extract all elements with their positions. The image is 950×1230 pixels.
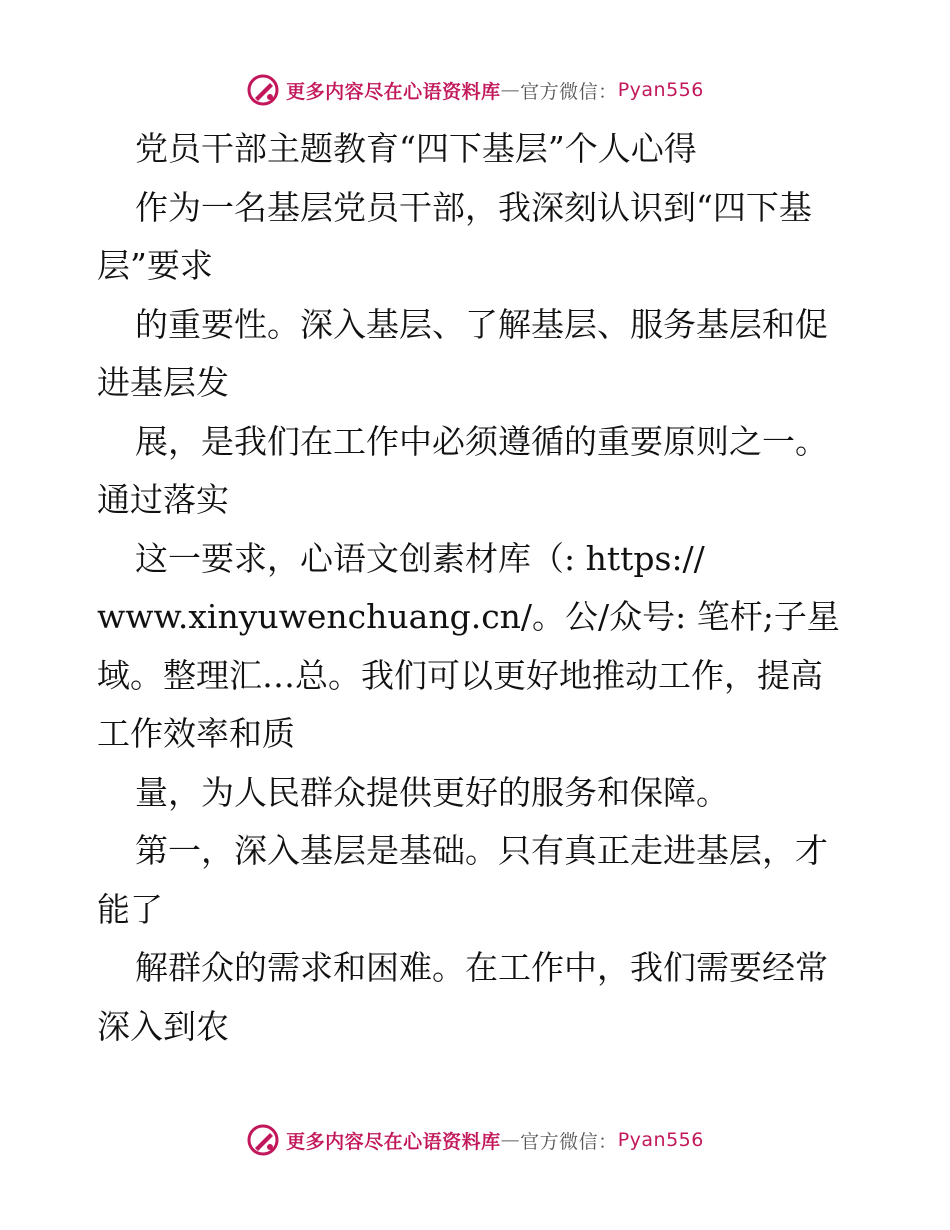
document-body (97, 120, 857, 1056)
paragraph-line: 量，为人民群众提供更好的服务和保障。 (135, 772, 729, 812)
paragraph-line: 这一要求，心语文创素材库（: https:// (135, 538, 705, 578)
doc-title: 党员干部主题教育“四下基层”个人心得 (135, 129, 697, 168)
pen-logo-icon (246, 1123, 280, 1157)
banner-wechat-id: Pyan556 (617, 1129, 704, 1151)
paragraph-line: 第一，深入基层是基础。只有真正走进基层，才 (135, 831, 828, 870)
banner-label: 官方微信： (520, 1130, 618, 1153)
paragraph-line: 通过落实 (97, 480, 229, 519)
paragraph-line: 进基层发 (97, 363, 229, 402)
paragraph-line: 解群众的需求和困难。在工作中，我们需要经常 (135, 948, 828, 987)
banner-separator: — (500, 79, 521, 101)
footer-banner (0, 1120, 950, 1160)
banner-text: 更多内容尽在心语资料库 (286, 1130, 501, 1153)
paragraph-line: 展，是我们在工作中必须遵循的重要原则之一。 (135, 421, 828, 461)
pen-logo-icon (246, 73, 280, 107)
paragraph-line: www.xinyuwenchuang.cn/。公/众号: 笔杆;子星 (97, 597, 840, 636)
paragraph-line: 深入到农 (97, 1006, 229, 1046)
banner-wechat-id: Pyan556 (617, 79, 704, 101)
paragraph-line: 工作效率和质 (97, 714, 295, 753)
banner-text: 更多内容尽在心语资料库 (286, 80, 501, 103)
banner-label: 官方微信： (520, 80, 618, 103)
header-banner (0, 70, 950, 110)
banner-separator: — (500, 1129, 521, 1151)
paragraph-line: 作为一名基层党员干部，我深刻认识到“四下基 (135, 187, 812, 227)
paragraph-line: 域。整理汇…总。我们可以更好地推动工作，提高 (97, 655, 823, 695)
paragraph-line: 能了 (97, 889, 163, 929)
paragraph-line: 层”要求 (97, 246, 213, 285)
paragraph-line: 的重要性。深入基层、了解基层、服务基层和促 (135, 304, 828, 344)
